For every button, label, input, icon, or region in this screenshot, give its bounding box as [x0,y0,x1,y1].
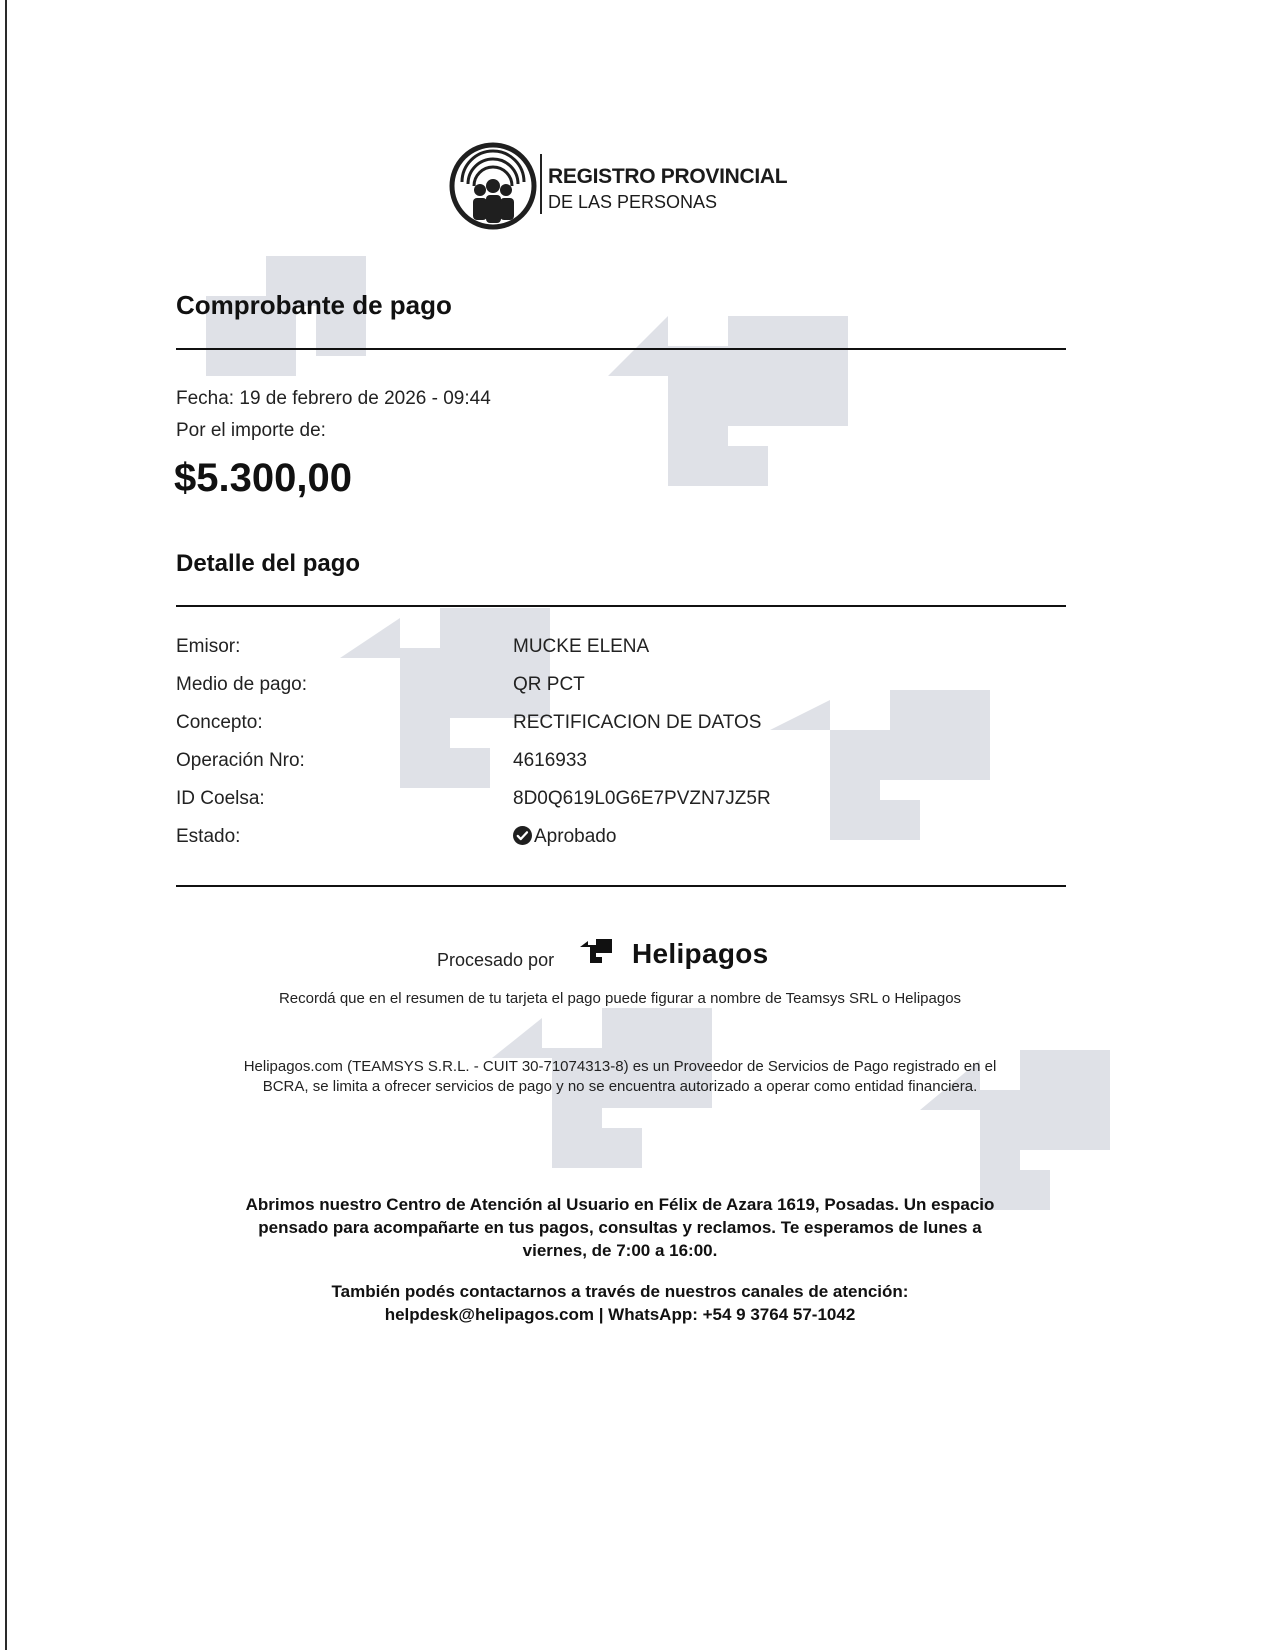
watermark-logo-icon [608,316,858,506]
detail-value: QR PCT [513,674,585,695]
date-label: Fecha: [176,388,235,409]
receipt-title: Comprobante de pago [176,290,452,320]
detail-label: ID Coelsa: [176,788,265,809]
detail-row-emisor [176,636,1066,666]
card-notice: Recordá que en el resumen de tu tarjeta el pago puede figurar a nombre de Teamsys SRL o Helipagos [278,990,962,1007]
detail-label: Medio de pago: [176,674,307,695]
helipagos-name: Helipagos [632,938,769,969]
divider [176,348,1066,350]
detail-row-estado [176,826,1066,856]
divider [176,885,1066,887]
date-value: 19 de febrero de 2026 - 09:44 [239,388,491,409]
logo-divider [540,154,542,214]
contact-line-2: helpdesk@helipagos.com | WhatsApp: +54 9 3764 57-1042 [384,1305,856,1324]
detail-value: MUCKE ELENA [513,636,650,657]
watermark-logo-icon [492,1008,722,1188]
detail-value: 4616933 [513,750,587,771]
detail-row-operacion [176,750,1066,780]
helipagos-logo [578,938,769,978]
helipagos-mark-icon [578,939,626,969]
amount-label: Por el importe de: [176,420,326,441]
check-circle-icon [513,826,532,845]
detail-value: RECTIFICACION DE DATOS [513,712,762,733]
detail-label: Operación Nro: [176,750,305,771]
detail-label: Emisor: [176,636,241,657]
receipt-date [176,388,491,410]
detail-value: 8D0Q619L0G6E7PVZN7JZ5R [513,788,771,809]
divider [176,605,1066,607]
detail-row-id-coelsa [176,788,1066,818]
status-text: Aprobado [534,826,617,847]
legal-notice: Helipagos.com (TEAMSYS S.R.L. - CUIT 30-71074313-8) es un Proveedor de Servicios de Pago registrado en el BCRA, se limita a ofrecer servicios de pago y no se encuentra autorizado a operar como entidad financiera. [243,1058,997,1095]
scan-edge [5,0,7,1650]
org-name-line1: REGISTRO PROVINCIAL [548,165,788,188]
detail-row-concepto [176,712,1066,742]
processed-by-label: Procesado por [437,950,555,970]
status-value [513,826,616,848]
amount-value: $5.300,00 [174,456,352,500]
contact-line-1: También podés contactarnos a través de nuestros canales de atención: [331,1282,909,1301]
fingerprint-emblem-icon [448,140,538,232]
registro-provincial-logo [448,140,788,235]
details-title: Detalle del pago [176,550,361,577]
org-name-line2: DE LAS PERSONAS [548,192,718,212]
detail-label: Concepto: [176,712,263,733]
detail-row-medio-de-pago [176,674,1066,704]
detail-label: Estado: [176,826,241,847]
watermark-logo-icon [196,236,436,406]
service-center-info: Abrimos nuestro Centro de Atención al Usuario en Félix de Azara 1619, Posadas. Un espacio pensado para acompañarte en tus pagos, consultas y reclamos. Te esperamos de lunes a viernes, de 7:00 a 16:00. [245,1195,995,1260]
